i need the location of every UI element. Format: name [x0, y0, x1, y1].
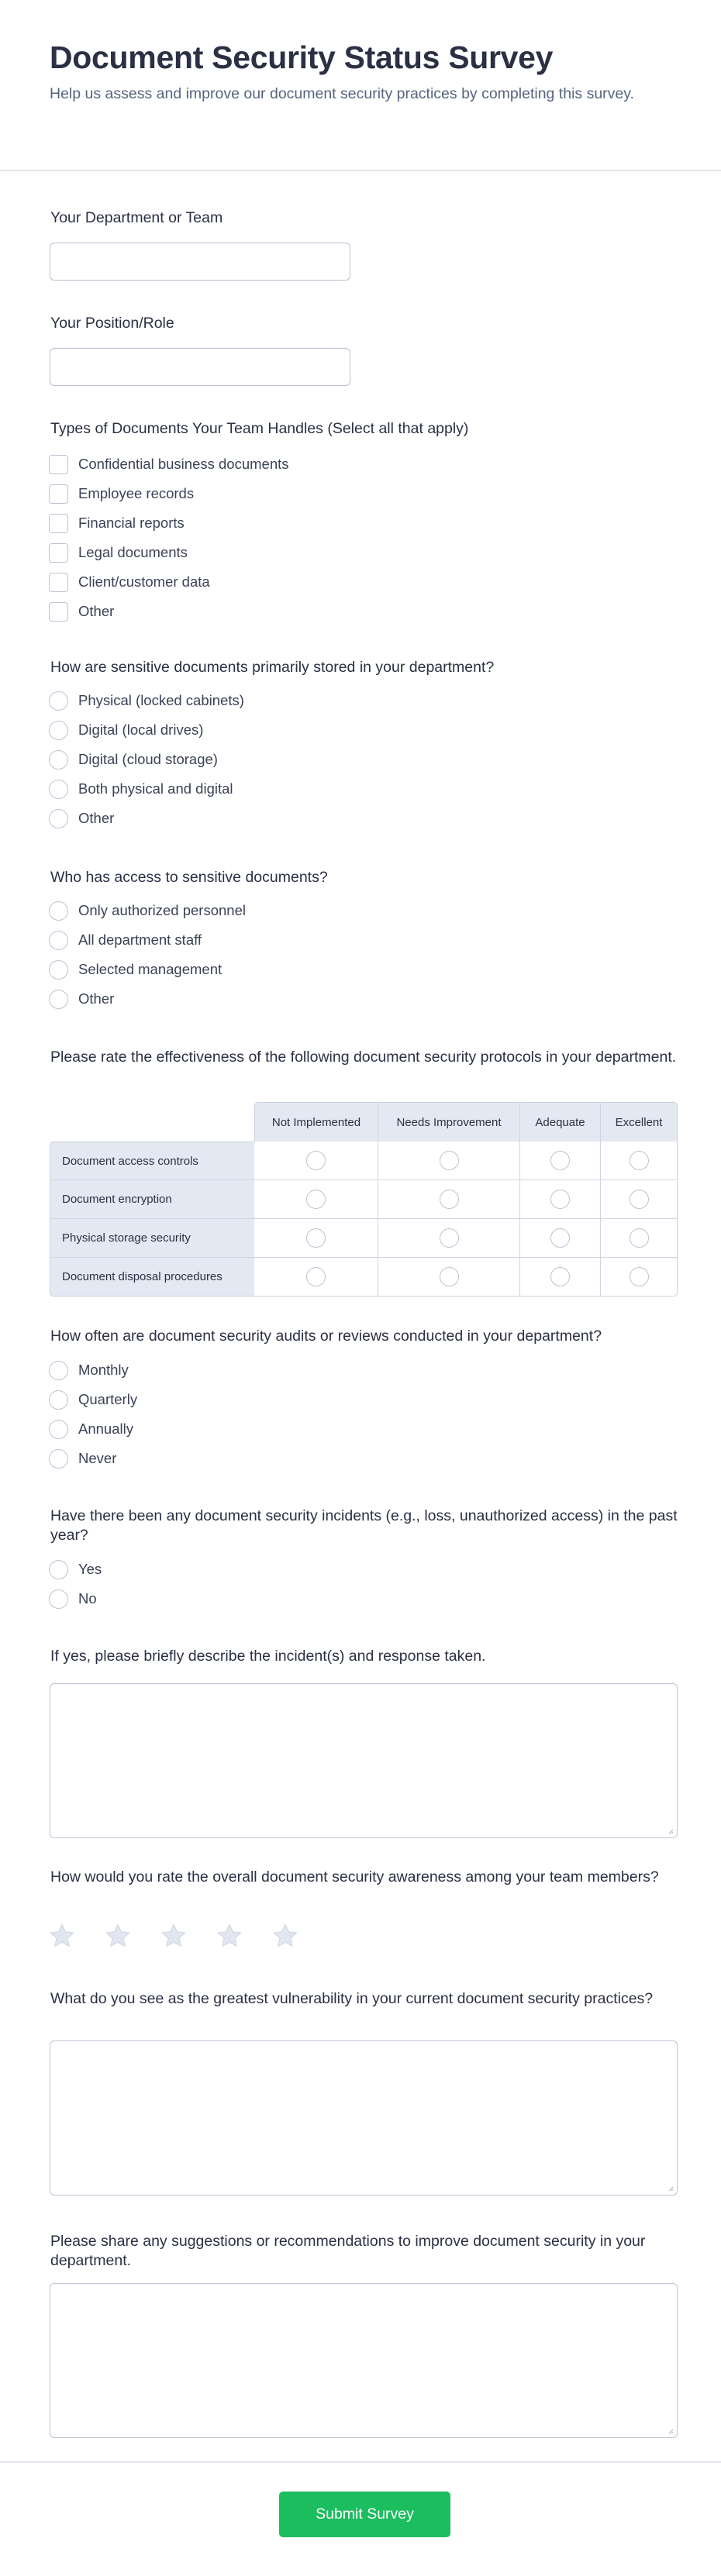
- audits-label: How often are document security audits or reviews conducted in your department?: [50, 1328, 602, 1345]
- matrix-cell[interactable]: [378, 1219, 520, 1258]
- radio-button[interactable]: [49, 931, 68, 950]
- matrix-row-label: Physical storage security: [50, 1219, 254, 1258]
- access-option[interactable]: [49, 959, 222, 980]
- storage-option[interactable]: [49, 720, 203, 740]
- incident-option-yes[interactable]: [49, 1559, 102, 1579]
- protocols-matrix: [50, 1102, 678, 1297]
- incident-option-no[interactable]: [49, 1589, 97, 1609]
- option-label: Only authorized personnel: [78, 902, 246, 918]
- radio-button[interactable]: [49, 1361, 68, 1380]
- matrix-radio-button[interactable]: [440, 1151, 459, 1170]
- storage-option[interactable]: [49, 779, 233, 799]
- radio-button[interactable]: [49, 1420, 68, 1439]
- option-label: Digital (local drives): [78, 721, 204, 738]
- submit-survey-button[interactable]: Submit Survey: [279, 2492, 450, 2537]
- option-label: Selected management: [78, 961, 223, 977]
- option-label: Other: [78, 810, 115, 826]
- radio-button[interactable]: [49, 750, 68, 770]
- checkbox[interactable]: [49, 543, 68, 563]
- matrix-column-header: Needs Improvement: [378, 1102, 520, 1142]
- matrix-radio-button[interactable]: [630, 1228, 649, 1248]
- protocols-label: Please rate the effectiveness of the following document security protocols in your department.: [50, 1049, 677, 1066]
- radio-button[interactable]: [49, 960, 68, 980]
- doc-type-option[interactable]: [49, 484, 194, 504]
- matrix-cell[interactable]: [520, 1180, 601, 1219]
- matrix-cell[interactable]: [601, 1180, 678, 1219]
- matrix-cell[interactable]: [520, 1219, 601, 1258]
- matrix-cell[interactable]: [601, 1258, 678, 1297]
- checkbox[interactable]: [49, 602, 68, 622]
- department-label: Your Department or Team: [50, 209, 223, 226]
- radio-button[interactable]: [49, 780, 68, 799]
- incidents-label: Have there been any document security incidents (e.g., loss, unauthorized access) in the past year?: [50, 1507, 678, 1544]
- vulnerability-textarea[interactable]: [50, 2040, 678, 2195]
- audit-option[interactable]: [49, 1360, 129, 1380]
- option-label: No: [78, 1590, 97, 1607]
- doc-type-option[interactable]: [49, 572, 210, 592]
- checkbox[interactable]: [49, 573, 68, 592]
- doc-types-label: Types of Documents Your Team Handles (Select all that apply): [50, 420, 469, 437]
- matrix-column-header: Excellent: [601, 1102, 678, 1142]
- matrix-cell[interactable]: [254, 1219, 378, 1258]
- footer-divider: [0, 2461, 721, 2463]
- audit-option[interactable]: [49, 1448, 116, 1469]
- radio-button[interactable]: [49, 691, 68, 711]
- option-label: All department staff: [78, 932, 202, 948]
- matrix-radio-button[interactable]: [440, 1267, 459, 1286]
- audit-option[interactable]: [49, 1390, 137, 1410]
- access-label: Who has access to sensitive documents?: [50, 869, 328, 886]
- star-icon[interactable]: [160, 1922, 188, 1950]
- option-label: Both physical and digital: [78, 780, 233, 797]
- option-label: Employee records: [78, 485, 195, 501]
- audit-option[interactable]: [49, 1419, 133, 1439]
- doc-type-option[interactable]: [49, 601, 114, 622]
- matrix-radio-button[interactable]: [306, 1190, 326, 1209]
- option-label: Never: [78, 1450, 117, 1466]
- matrix-cell[interactable]: [601, 1142, 678, 1180]
- option-label: Financial reports: [78, 515, 185, 531]
- access-option[interactable]: [49, 989, 114, 1009]
- matrix-radio-button[interactable]: [306, 1151, 326, 1170]
- matrix-row-label: Document access controls: [50, 1142, 254, 1180]
- position-label: Your Position/Role: [50, 315, 174, 332]
- suggestions-textarea[interactable]: [50, 2283, 678, 2438]
- resize-handle-icon[interactable]: [668, 1828, 674, 1834]
- option-label: Legal documents: [78, 544, 188, 560]
- access-option[interactable]: [49, 930, 202, 950]
- storage-option[interactable]: [49, 808, 114, 828]
- resize-handle-icon[interactable]: [668, 2428, 674, 2434]
- access-option[interactable]: [49, 901, 246, 921]
- matrix-cell[interactable]: [378, 1258, 520, 1297]
- matrix-cell[interactable]: [378, 1142, 520, 1180]
- matrix-radio-button[interactable]: [630, 1190, 649, 1209]
- matrix-radio-button[interactable]: [550, 1228, 570, 1248]
- position-input[interactable]: [50, 348, 350, 386]
- awareness-label: How would you rate the overall document security awareness among your team members?: [50, 1868, 659, 1886]
- option-label: Annually: [78, 1421, 133, 1437]
- radio-button[interactable]: [49, 901, 68, 921]
- matrix-cell[interactable]: [254, 1258, 378, 1297]
- matrix-radio-button[interactable]: [550, 1190, 570, 1209]
- matrix-cell[interactable]: [254, 1142, 378, 1180]
- option-label: Monthly: [78, 1362, 129, 1378]
- radio-button[interactable]: [49, 990, 68, 1009]
- doc-type-option[interactable]: [49, 454, 289, 474]
- matrix-radio-button[interactable]: [630, 1151, 649, 1170]
- matrix-column-header: Not Implemented: [254, 1102, 378, 1142]
- option-label: Digital (cloud storage): [78, 751, 218, 767]
- doc-type-option[interactable]: [49, 542, 188, 563]
- checkbox[interactable]: [49, 484, 68, 504]
- option-label: Other: [78, 603, 115, 619]
- radio-button[interactable]: [49, 1589, 68, 1609]
- checkbox[interactable]: [49, 514, 68, 533]
- star-icon[interactable]: [104, 1922, 132, 1950]
- star-rating: [48, 1922, 299, 1950]
- radio-button[interactable]: [49, 809, 68, 828]
- option-label: Confidential business documents: [78, 456, 289, 472]
- matrix-radio-button[interactable]: [550, 1151, 570, 1170]
- doc-type-option[interactable]: [49, 513, 185, 533]
- department-input[interactable]: [50, 243, 350, 281]
- matrix-cell[interactable]: [520, 1258, 601, 1297]
- incident-details-textarea[interactable]: [50, 1683, 678, 1838]
- option-label: Client/customer data: [78, 573, 210, 590]
- matrix-cell[interactable]: [254, 1180, 378, 1219]
- header-divider: [0, 170, 721, 171]
- star-icon[interactable]: [216, 1922, 243, 1950]
- star-icon[interactable]: [48, 1922, 76, 1950]
- option-label: Other: [78, 990, 115, 1007]
- resize-handle-icon[interactable]: [668, 2185, 674, 2192]
- matrix-cell[interactable]: [601, 1219, 678, 1258]
- matrix-row-label: Document encryption: [50, 1180, 254, 1219]
- matrix-radio-button[interactable]: [630, 1267, 649, 1286]
- checkbox[interactable]: [49, 455, 68, 474]
- option-label: Quarterly: [78, 1391, 138, 1407]
- matrix-radio-button[interactable]: [440, 1190, 459, 1209]
- storage-option[interactable]: [49, 749, 218, 770]
- matrix-radio-button[interactable]: [550, 1267, 570, 1286]
- matrix-cell[interactable]: [378, 1180, 520, 1219]
- page-title: Document Security Status Survey: [50, 40, 554, 75]
- matrix-radio-button[interactable]: [306, 1267, 326, 1286]
- option-label: Yes: [78, 1561, 102, 1577]
- radio-button[interactable]: [49, 721, 68, 740]
- storage-option[interactable]: [49, 690, 244, 711]
- matrix-cell[interactable]: [520, 1142, 601, 1180]
- suggestions-label: Please share any suggestions or recommendations to improve document security in your department.: [50, 2233, 646, 2269]
- matrix-radio-button[interactable]: [306, 1228, 326, 1248]
- radio-button[interactable]: [49, 1390, 68, 1410]
- radio-button[interactable]: [49, 1449, 68, 1469]
- option-label: Physical (locked cabinets): [78, 692, 244, 708]
- page-subtitle: Help us assess and improve our document security practices by completing this survey.: [50, 85, 634, 102]
- radio-button[interactable]: [49, 1560, 68, 1579]
- matrix-radio-button[interactable]: [440, 1228, 459, 1248]
- storage-label: How are sensitive documents primarily stored in your department?: [50, 659, 495, 676]
- incident-details-label: If yes, please briefly describe the incident(s) and response taken.: [50, 1648, 486, 1665]
- matrix-row-label: Document disposal procedures: [50, 1258, 254, 1297]
- vulnerability-label: What do you see as the greatest vulnerability in your current document security practices?: [50, 1990, 654, 2007]
- matrix-column-header: Adequate: [520, 1102, 601, 1142]
- star-icon[interactable]: [271, 1922, 299, 1950]
